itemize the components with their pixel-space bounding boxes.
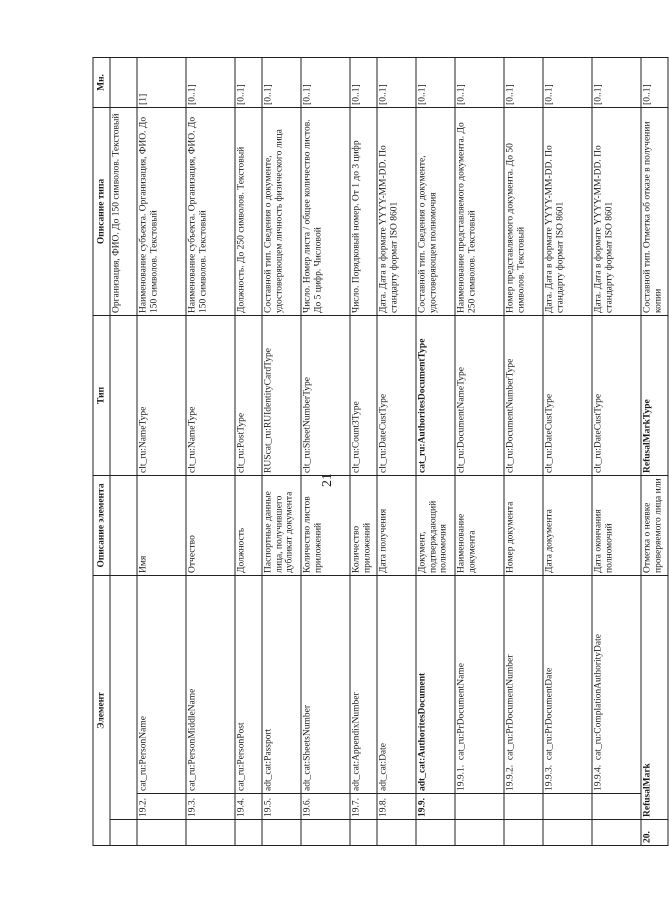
cell-element-desc: Наименование документа (455, 475, 504, 575)
table-row (137, 57, 186, 845)
cell-indent (504, 794, 543, 820)
cell-indent (592, 794, 641, 820)
cell-mult: [0..1] (416, 57, 455, 107)
cell-mult: [0..1] (235, 57, 262, 107)
cell-element: adt_cat:SheetsNumber (301, 575, 350, 793)
cell-type-desc: Дата. Дата в формате YYYY-MM-DD. По стандарту формат ISO 8601 (377, 107, 416, 315)
cell-element-desc: Паспортные данные лица, получившего дубликат документа (262, 475, 301, 575)
cell-indent (137, 820, 186, 846)
cell-element-desc: Должность (235, 475, 262, 575)
cell-element: RefusalMark (641, 575, 668, 819)
header-multiplicity: Мн. (93, 57, 110, 107)
table-row (504, 57, 543, 845)
table-row (416, 57, 455, 845)
cell-element-desc: Номер документа (504, 475, 543, 575)
cell-type-desc: Число. Номер листа / общее количество листов. До 5 цифр. Числовой (301, 107, 350, 315)
table-row (377, 57, 416, 845)
cell-indent (543, 794, 592, 820)
cell-element-desc: Дата получения (377, 475, 416, 575)
cell-type-desc: Номер представляемого документа. До 50 символов. Текстовый (504, 107, 543, 315)
cell-indent (301, 820, 350, 846)
cell-type: clt_ru:SheetNumberType (301, 315, 350, 475)
cell-element-desc: Дата документа (543, 475, 592, 575)
cell-indent (455, 794, 504, 820)
cell-type-desc: Число. Порядковый номер. От 1 до 3 цифр (350, 107, 377, 315)
cell-num: 19.7. (350, 794, 377, 820)
cell-num: 19.4. (235, 794, 262, 820)
cell-type: RUScat_ru:RUIdentityCardType (262, 315, 301, 475)
table-row (641, 57, 668, 845)
cell-type: clt_ru:NameType (186, 315, 235, 475)
cell-element (504, 575, 543, 793)
cell-mult: [0..1] (186, 57, 235, 107)
header-type-desc: Описание типа (93, 107, 110, 315)
cell-type: clt_ru:NameType (137, 315, 186, 475)
cell-element (543, 575, 592, 793)
cell-num (110, 820, 137, 846)
table-row (301, 57, 350, 845)
cell-type-desc: Организация, ФИО. До 150 символов. Текстовый (110, 107, 137, 315)
cell-element-name: cat_ru:ComplationAuthorityDate (593, 634, 604, 761)
cell-indent (504, 820, 543, 846)
cell-num: 19.2. (137, 794, 186, 820)
cell-num: 19.6. (301, 794, 350, 820)
header-element: Элемент (93, 575, 110, 845)
cell-element: cat_ru:PersonPost (235, 575, 262, 793)
cell-mult: [0..1] (504, 57, 543, 107)
spec-table (93, 57, 669, 846)
rotated-page (93, 58, 664, 846)
cell-element-desc: Отчество (186, 475, 235, 575)
cell-type: clt_ru:DateCustType (543, 315, 592, 475)
cell-mult: [0..1] (455, 57, 504, 107)
cell-mult: [0..1] (543, 57, 592, 107)
cell-element-desc: Количество приложений (350, 475, 377, 575)
cell-mult: [0..1] (262, 57, 301, 107)
cell-mult: [0..1] (350, 57, 377, 107)
table-row (592, 57, 641, 845)
cell-indent (416, 820, 455, 846)
cell-element-name: cat_ru:PrDocumentName (456, 663, 467, 761)
cell-type: clt_ru:DocumentNameType (455, 315, 504, 475)
cell-element-desc: Имя (137, 475, 186, 575)
cell-type: clt_ru:DateCustType (377, 315, 416, 475)
cell-num: 19.3. (186, 794, 235, 820)
table-row (543, 57, 592, 845)
cell-subnum: 19.9.3. (544, 764, 555, 791)
cell-num: 19.9. (416, 794, 455, 820)
cell-element (455, 575, 504, 793)
table-row (235, 57, 262, 845)
cell-type: clt_ru:PostType (235, 315, 262, 475)
page-number: 21 (320, 473, 335, 487)
cell-type-desc: Наименование субъекта. Организация, ФИО. До 150 символов. Текстовый (186, 107, 235, 315)
cell-num: 20. (641, 820, 668, 846)
cell-type: cat_ru:AuthoritesDocumentType (416, 315, 455, 475)
cell-element: cat_ru:PersonName (137, 575, 186, 793)
cell-element (592, 575, 641, 793)
cell-type: clt_ru:DateCustType (592, 315, 641, 475)
cell-mult: [0..1] (301, 57, 350, 107)
cell-element: adt_cat:AppendixNumber (350, 575, 377, 793)
cell-element-desc: Количество листов приложений (301, 475, 350, 575)
table-row (350, 57, 377, 845)
cell-mult (110, 57, 137, 107)
cell-subnum: 19.9.4. (593, 764, 604, 791)
cell-type-desc: Составной тип. Сведения о документе, удостоверяющем личность физического лица (262, 107, 301, 315)
cell-type-desc: Должность. До 250 символов. Текстовый (235, 107, 262, 315)
cell-indent (350, 820, 377, 846)
cell-mult: [0..1] (592, 57, 641, 107)
cell-subnum: 19.9.2. (505, 764, 516, 791)
cell-type-desc: Составной тип. Отметка об отказе в получении копии (641, 107, 668, 315)
table-row (262, 57, 301, 845)
header-row (93, 57, 110, 845)
header-type: Тип (93, 315, 110, 475)
cell-mult: [0..1] (377, 57, 416, 107)
cell-subnum: 19.9.1. (456, 764, 467, 791)
cell-type-desc: Дата. Дата в формате YYYY-MM-DD. По стандарту формат ISO 8601 (592, 107, 641, 315)
cell-element-desc: Документ, подтверждающий полномочия (416, 475, 455, 575)
cell-element: adt_cat:Date (377, 575, 416, 793)
cell-type-desc: Дата. Дата в формате YYYY-MM-DD. По стандарту формат ISO 8601 (543, 107, 592, 315)
cell-element: cat_ru:PersonMiddleName (186, 575, 235, 793)
cell-element-desc (110, 475, 137, 575)
table-row (186, 57, 235, 845)
cell-element-name: cat_ru:PrDocumentDate (544, 667, 555, 761)
cell-indent (592, 820, 641, 846)
cell-type-desc: Наименование субъекта. Организация, ФИО. До 150 символов. Текстовый (137, 107, 186, 315)
cell-indent (262, 820, 301, 846)
cell-indent (186, 820, 235, 846)
cell-element-desc: Отметка о неявке проверяемого лица или (641, 475, 668, 575)
cell-indent (455, 820, 504, 846)
cell-type: RefusalMarkType (641, 315, 668, 475)
cell-indent (377, 820, 416, 846)
cell-type-desc: Составной тип. Сведения о документе, удостоверяющем полномочия (416, 107, 455, 315)
cell-element-name: cat_ru:PrDocumentNumber (505, 654, 516, 761)
cell-element: adt_cat:Passport (262, 575, 301, 793)
cell-type: clt_ru:Count3Type (350, 315, 377, 475)
cell-mult: [1] (137, 57, 186, 107)
cell-type: clt_ru:DocumentNumberType (504, 315, 543, 475)
cell-num: 19.5. (262, 794, 301, 820)
header-element-desc: Описание элемента (93, 475, 110, 575)
table-row (110, 57, 137, 845)
cell-indent (543, 820, 592, 846)
table-row (455, 57, 504, 845)
cell-num: 19.8. (377, 794, 416, 820)
cell-type-desc: Наименование представляемого документа. До 250 символов. Текстовый (455, 107, 504, 315)
cell-mult: [0..1] (641, 57, 668, 107)
cell-type (110, 315, 137, 475)
cell-element-desc: Дата окончания полномочий (592, 475, 641, 575)
cell-indent (235, 820, 262, 846)
cell-element: adt_cat:AuthoritesDocument (416, 575, 455, 793)
cell-element (110, 575, 137, 819)
